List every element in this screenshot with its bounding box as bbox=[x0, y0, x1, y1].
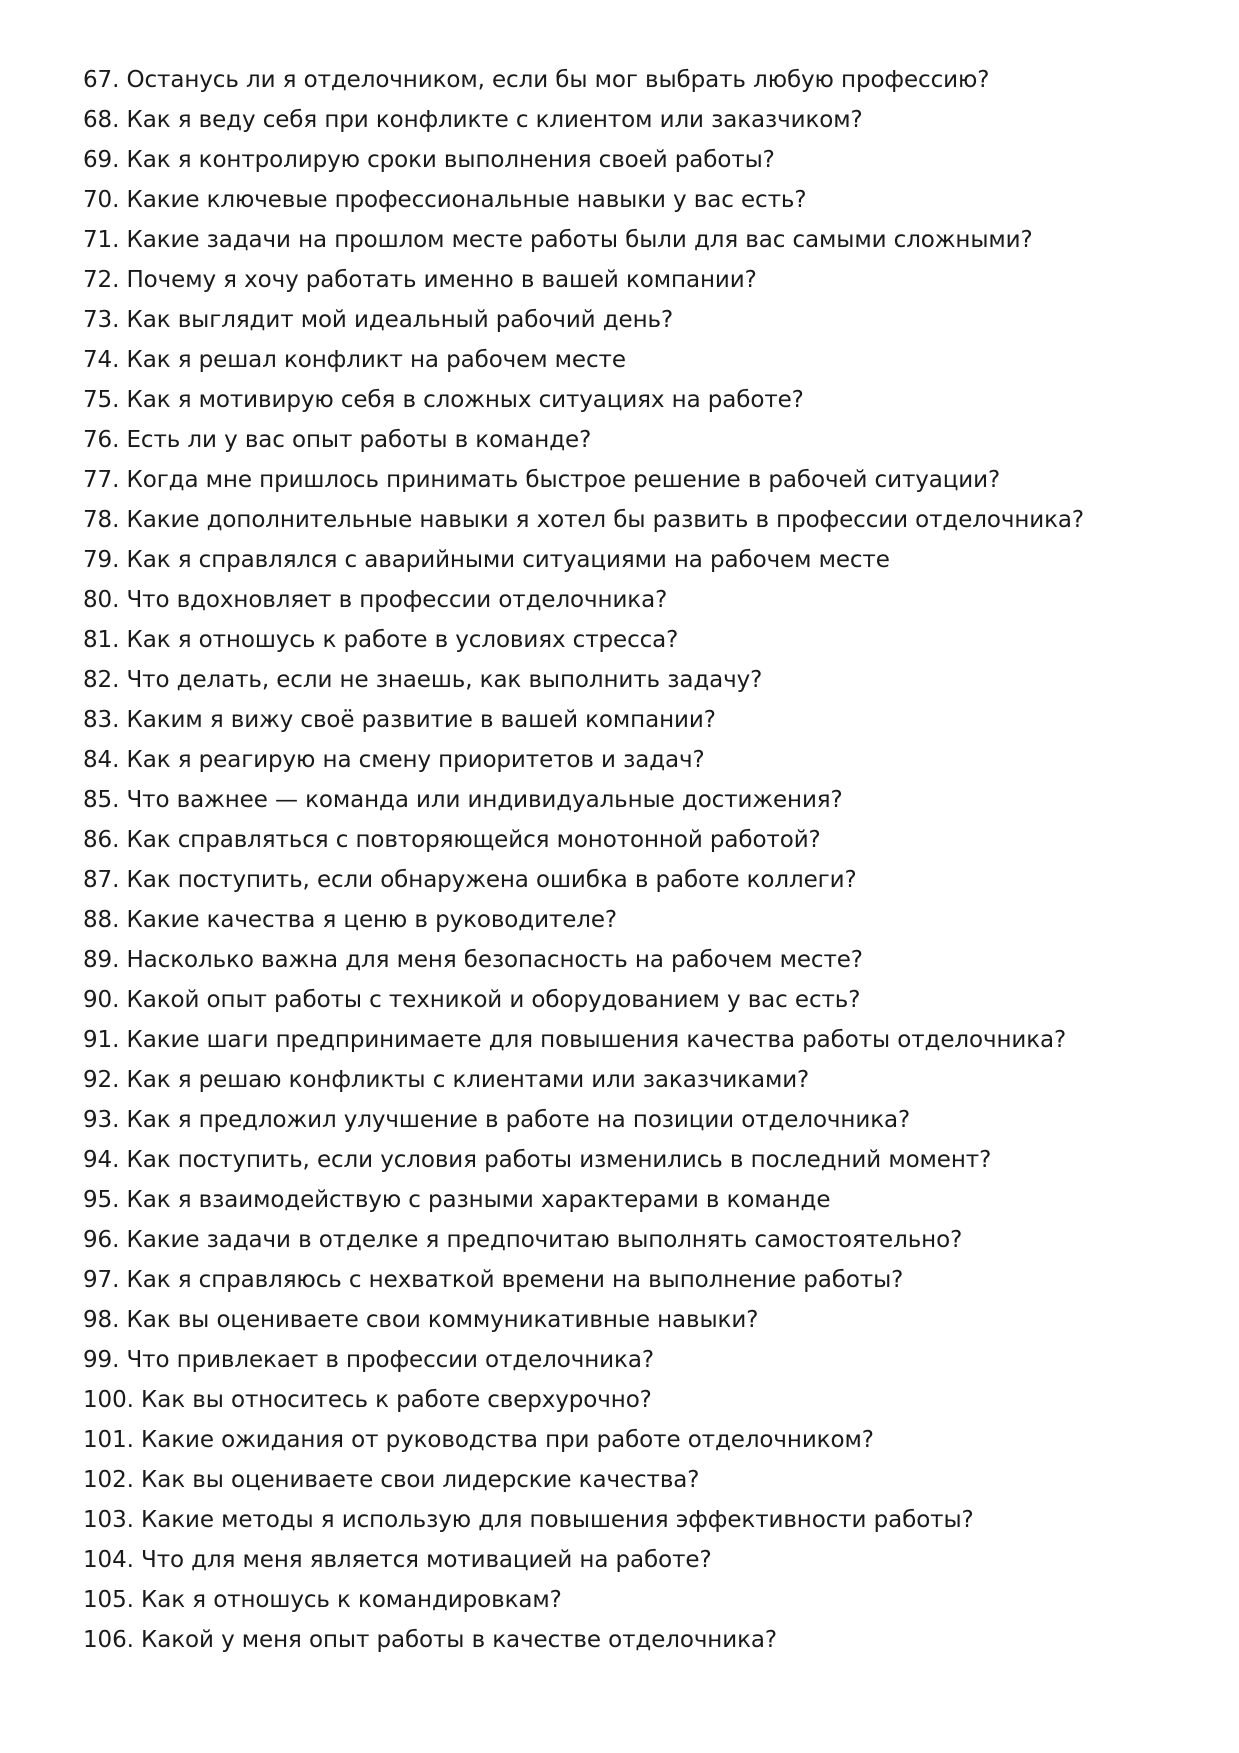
question-item: 69. Как я контролирую сроки выполнения своей работы? bbox=[83, 147, 775, 173]
question-item: 68. Как я веду себя при конфликте с клиентом или заказчиком? bbox=[83, 107, 863, 133]
question-item: 83. Каким я вижу своё развитие в вашей компании? bbox=[83, 707, 716, 733]
question-item: 92. Как я решаю конфликты с клиентами или заказчиками? bbox=[83, 1067, 810, 1093]
question-item: 82. Что делать, если не знаешь, как выполнить задачу? bbox=[83, 667, 763, 693]
question-item: 99. Что привлекает в профессии отделочника? bbox=[83, 1347, 654, 1373]
question-item: 88. Какие качества я ценю в руководителе? bbox=[83, 907, 618, 933]
question-item: 96. Какие задачи в отделке я предпочитаю выполнять самостоятельно? bbox=[83, 1227, 963, 1253]
question-item: 94. Как поступить, если условия работы изменились в последний момент? bbox=[83, 1147, 992, 1173]
question-item: 91. Какие шаги предпринимаете для повышения качества работы отделочника? bbox=[83, 1027, 1067, 1053]
question-item: 74. Как я решал конфликт на рабочем месте bbox=[83, 347, 626, 373]
question-item: 81. Как я отношусь к работе в условиях стресса? bbox=[83, 627, 679, 653]
question-item: 102. Как вы оцениваете свои лидерские качества? bbox=[83, 1467, 700, 1493]
question-item: 103. Какие методы я использую для повышения эффективности работы? bbox=[83, 1507, 974, 1533]
question-item: 105. Как я отношусь к командировкам? bbox=[83, 1587, 562, 1613]
question-item: 70. Какие ключевые профессиональные навыки у вас есть? bbox=[83, 187, 807, 213]
question-item: 93. Как я предложил улучшение в работе на позиции отделочника? bbox=[83, 1107, 911, 1133]
question-item: 100. Как вы относитесь к работе сверхурочно? bbox=[83, 1387, 652, 1413]
question-item: 75. Как я мотивирую себя в сложных ситуациях на работе? bbox=[83, 387, 804, 413]
question-item: 73. Как выглядит мой идеальный рабочий день? bbox=[83, 307, 674, 333]
question-item: 87. Как поступить, если обнаружена ошибка в работе коллеги? bbox=[83, 867, 857, 893]
question-list bbox=[83, 60, 1183, 1660]
question-item: 72. Почему я хочу работать именно в вашей компании? bbox=[83, 267, 757, 293]
question-item: 104. Что для меня является мотивацией на работе? bbox=[83, 1547, 712, 1573]
question-item: 78. Какие дополнительные навыки я хотел бы развить в профессии отделочника? bbox=[83, 507, 1085, 533]
question-item: 89. Насколько важна для меня безопасность на рабочем месте? bbox=[83, 947, 863, 973]
question-item: 77. Когда мне пришлось принимать быстрое решение в рабочей ситуации? bbox=[83, 467, 1001, 493]
question-item: 90. Какой опыт работы с техникой и оборудованием у вас есть? bbox=[83, 987, 861, 1013]
question-item: 76. Есть ли у вас опыт работы в команде? bbox=[83, 427, 592, 453]
question-item: 86. Как справляться с повторяющейся монотонной работой? bbox=[83, 827, 821, 853]
question-item: 98. Как вы оцениваете свои коммуникативные навыки? bbox=[83, 1307, 759, 1333]
question-item: 80. Что вдохновляет в профессии отделочника? bbox=[83, 587, 668, 613]
question-item: 79. Как я справлялся с аварийными ситуациями на рабочем месте bbox=[83, 547, 890, 573]
question-item: 97. Как я справляюсь с нехваткой времени на выполнение работы? bbox=[83, 1267, 904, 1293]
question-item: 67. Останусь ли я отделочником, если бы мог выбрать любую профессию? bbox=[83, 67, 990, 93]
question-item: 71. Какие задачи на прошлом месте работы были для вас самыми сложными? bbox=[83, 227, 1033, 253]
question-item: 84. Как я реагирую на смену приоритетов и задач? bbox=[83, 747, 705, 773]
question-item: 101. Какие ожидания от руководства при работе отделочником? bbox=[83, 1427, 874, 1453]
question-item: 106. Какой у меня опыт работы в качестве отделочника? bbox=[83, 1627, 777, 1653]
question-item: 95. Как я взаимодействую с разными характерами в команде bbox=[83, 1187, 831, 1213]
question-item: 85. Что важнее — команда или индивидуальные достижения? bbox=[83, 787, 843, 813]
